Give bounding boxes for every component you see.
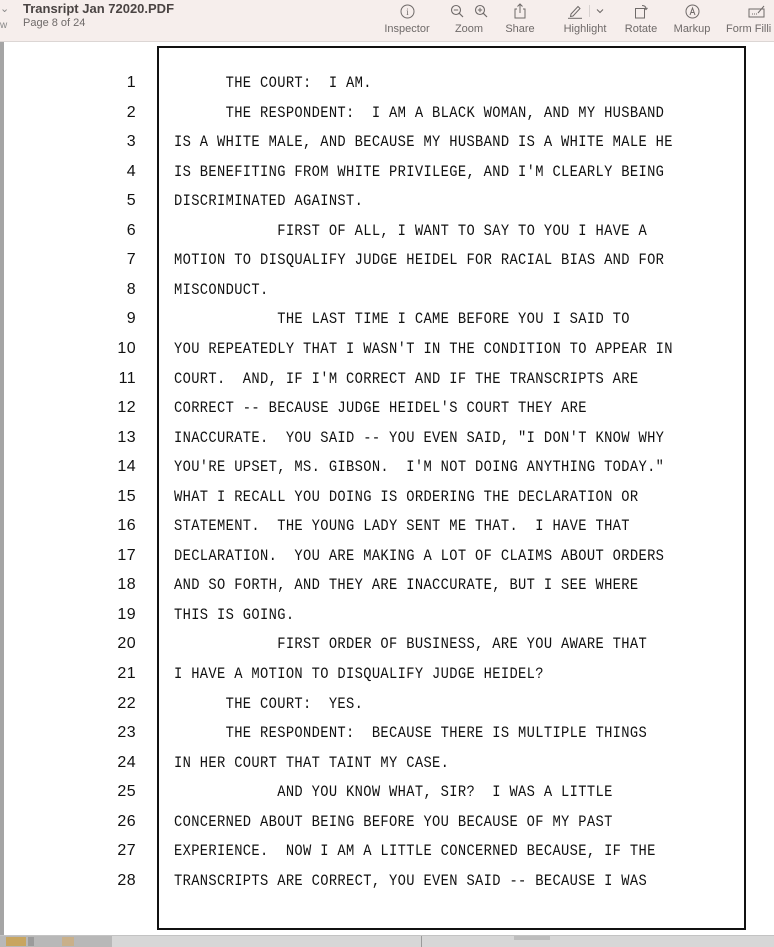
- horizontal-scrollbar[interactable]: [514, 936, 550, 940]
- line-text: WHAT I RECALL YOU DOING IS ORDERING THE DECLARATION OR: [174, 487, 639, 506]
- line-number: 2: [126, 103, 136, 121]
- line-number: 10: [117, 339, 136, 357]
- transcript-line: [0, 695, 774, 724]
- line-number: 18: [117, 576, 136, 594]
- transcript-line: [0, 399, 774, 428]
- page-indicator: Page 8 of 24: [23, 17, 86, 29]
- transcript-line: [0, 665, 774, 694]
- highlighter-pen-icon: [567, 4, 583, 19]
- form-filling-label: Form Filli: [726, 23, 772, 35]
- line-text: FIRST ORDER OF BUSINESS, ARE YOU AWARE THAT: [174, 635, 648, 654]
- rotate-icon: [634, 4, 648, 19]
- line-text: I HAVE A MOTION TO DISQUALIFY JUDGE HEIDEL?: [174, 665, 544, 683]
- zoom-in-icon[interactable]: [474, 4, 488, 18]
- transcript-line: [0, 576, 774, 605]
- transcript-line: [0, 517, 774, 546]
- line-text: TRANSCRIPTS ARE CORRECT, YOU EVEN SAID -- BECAUSE I WAS: [174, 871, 648, 890]
- line-text: AND SO FORTH, AND THEY ARE INACCURATE, BUT I SEE WHERE: [174, 576, 639, 595]
- toolbar: [0, 0, 774, 42]
- transcript-line: [0, 872, 774, 901]
- line-text: THE RESPONDENT: BECAUSE THERE IS MULTIPLE THINGS: [174, 724, 648, 743]
- dock-item[interactable]: [6, 937, 26, 946]
- transcript-line: [0, 163, 774, 192]
- highlight-button[interactable]: [558, 0, 612, 41]
- transcript-line: [0, 724, 774, 753]
- dock-thumbnails: [0, 936, 112, 947]
- transcript-line: [0, 635, 774, 664]
- dock-strip: [0, 935, 774, 947]
- line-number: 12: [117, 399, 136, 417]
- line-number: 3: [126, 133, 136, 151]
- markup-pen-icon: [685, 4, 700, 19]
- form-fill-icon: [748, 4, 766, 18]
- form-filling-button[interactable]: [726, 0, 774, 41]
- view-menu-fragment: w: [0, 20, 8, 31]
- markup-button[interactable]: [670, 0, 714, 41]
- transcript-line: [0, 842, 774, 871]
- line-number: 23: [117, 724, 136, 742]
- line-text: IN HER COURT THAT TAINT MY CASE.: [174, 753, 450, 772]
- transcript-line: [0, 783, 774, 812]
- divider: [589, 5, 590, 17]
- line-text: THE LAST TIME I CAME BEFORE YOU I SAID TO: [174, 310, 630, 329]
- zoom-label: Zoom: [454, 23, 484, 35]
- line-number: 4: [126, 162, 136, 180]
- line-text: CORRECT -- BECAUSE JUDGE HEIDEL'S COURT THEY ARE: [174, 399, 587, 418]
- transcript-line: [0, 813, 774, 842]
- inspector-button[interactable]: [380, 0, 434, 41]
- svg-text:i: i: [405, 6, 409, 17]
- dock-item[interactable]: [28, 937, 34, 946]
- line-text: AND YOU KNOW WHAT, SIR? I WAS A LITTLE: [174, 783, 613, 802]
- line-text: CONCERNED ABOUT BEING BEFORE YOU BECAUSE OF MY PAST: [174, 812, 613, 831]
- share-button[interactable]: [502, 0, 538, 41]
- rotate-label: Rotate: [624, 23, 658, 35]
- line-number: 5: [126, 192, 136, 210]
- line-text: YOU REPEATEDLY THAT I WASN'T IN THE CONDITION TO APPEAR IN: [174, 339, 673, 358]
- line-number: 21: [117, 665, 136, 682]
- transcript-line: [0, 133, 774, 162]
- inspector-label: Inspector: [384, 23, 430, 35]
- transcript-line: [0, 458, 774, 487]
- line-number: 16: [117, 517, 136, 535]
- line-number: 1: [126, 74, 136, 91]
- line-text: DISCRIMINATED AGAINST.: [174, 192, 364, 211]
- transcript-line: [0, 310, 774, 339]
- zoom-control: [446, 0, 492, 41]
- document-title: Transript Jan 72020.PDF: [23, 1, 175, 16]
- markup-label: Markup: [673, 23, 711, 35]
- transcript-line: [0, 192, 774, 221]
- line-text: INACCURATE. YOU SAID -- YOU EVEN SAID, "I DON'T KNOW WHY: [174, 428, 665, 447]
- line-text: MOTION TO DISQUALIFY JUDGE HEIDEL FOR RACIAL BIAS AND FOR: [174, 251, 665, 270]
- rotate-button[interactable]: [622, 0, 660, 41]
- line-text: FIRST OF ALL, I WANT TO SAY TO YOU I HAVE A: [174, 221, 648, 240]
- share-icon: [513, 3, 527, 19]
- line-number: 9: [126, 310, 136, 328]
- transcript-line: [0, 370, 774, 399]
- line-text: STATEMENT. THE YOUNG LADY SENT ME THAT. I HAVE THAT: [174, 517, 630, 536]
- line-number: 15: [117, 487, 136, 505]
- line-number: 20: [117, 635, 136, 653]
- line-text: IS A WHITE MALE, AND BECAUSE MY HUSBAND IS A WHITE MALE HE: [174, 133, 673, 152]
- line-number: 19: [117, 605, 136, 623]
- line-number: 28: [117, 871, 136, 889]
- line-text: THE COURT: I AM.: [174, 74, 372, 92]
- line-number: 14: [117, 458, 136, 476]
- transcript-line: [0, 74, 774, 103]
- line-text: THIS IS GOING.: [174, 605, 295, 624]
- chevron-down-icon: ⌄: [0, 3, 10, 15]
- line-text: THE COURT: YES.: [174, 694, 364, 713]
- line-number: 13: [117, 428, 136, 446]
- chevron-down-icon[interactable]: [596, 8, 604, 14]
- highlight-label: Highlight: [563, 23, 607, 35]
- zoom-out-icon[interactable]: [450, 4, 464, 18]
- transcript-line: [0, 547, 774, 576]
- line-text: MISCONDUCT.: [174, 280, 269, 299]
- line-number: 17: [117, 546, 136, 564]
- line-number: 8: [126, 280, 136, 298]
- transcript-line: [0, 606, 774, 635]
- transcript-line: [0, 104, 774, 133]
- share-label: Share: [505, 23, 535, 35]
- line-number: 11: [118, 369, 136, 387]
- line-number: 27: [117, 842, 136, 860]
- line-number: 26: [117, 812, 136, 830]
- line-number: 7: [126, 251, 136, 269]
- transcript-line: [0, 281, 774, 310]
- transcript-line: [0, 429, 774, 458]
- line-text: DECLARATION. YOU ARE MAKING A LOT OF CLAIMS ABOUT ORDERS: [174, 546, 665, 565]
- transcript-line: [0, 340, 774, 369]
- transcript-line: [0, 488, 774, 517]
- line-text: THE RESPONDENT: I AM A BLACK WOMAN, AND MY HUSBAND: [174, 103, 665, 122]
- info-icon: [400, 4, 415, 19]
- sidebar-toggle[interactable]: [0, 2, 10, 31]
- line-text: IS BENEFITING FROM WHITE PRIVILEGE, AND I'M CLEARLY BEING: [174, 162, 665, 181]
- line-text: EXPERIENCE. NOW I AM A LITTLE CONCERNED BECAUSE, IF THE: [174, 842, 656, 861]
- line-text: YOU'RE UPSET, MS. GIBSON. I'M NOT DOING ANYTHING TODAY.": [174, 458, 665, 477]
- line-number: 6: [126, 221, 136, 239]
- line-number: 22: [117, 694, 136, 712]
- line-text: COURT. AND, IF I'M CORRECT AND IF THE TRANSCRIPTS ARE: [174, 369, 639, 388]
- transcript-line: [0, 251, 774, 280]
- dock-item[interactable]: [62, 937, 74, 946]
- line-number: 25: [117, 783, 136, 801]
- divider: [421, 936, 422, 947]
- line-number: 24: [117, 753, 136, 771]
- transcript-line: [0, 754, 774, 783]
- transcript-line: [0, 222, 774, 251]
